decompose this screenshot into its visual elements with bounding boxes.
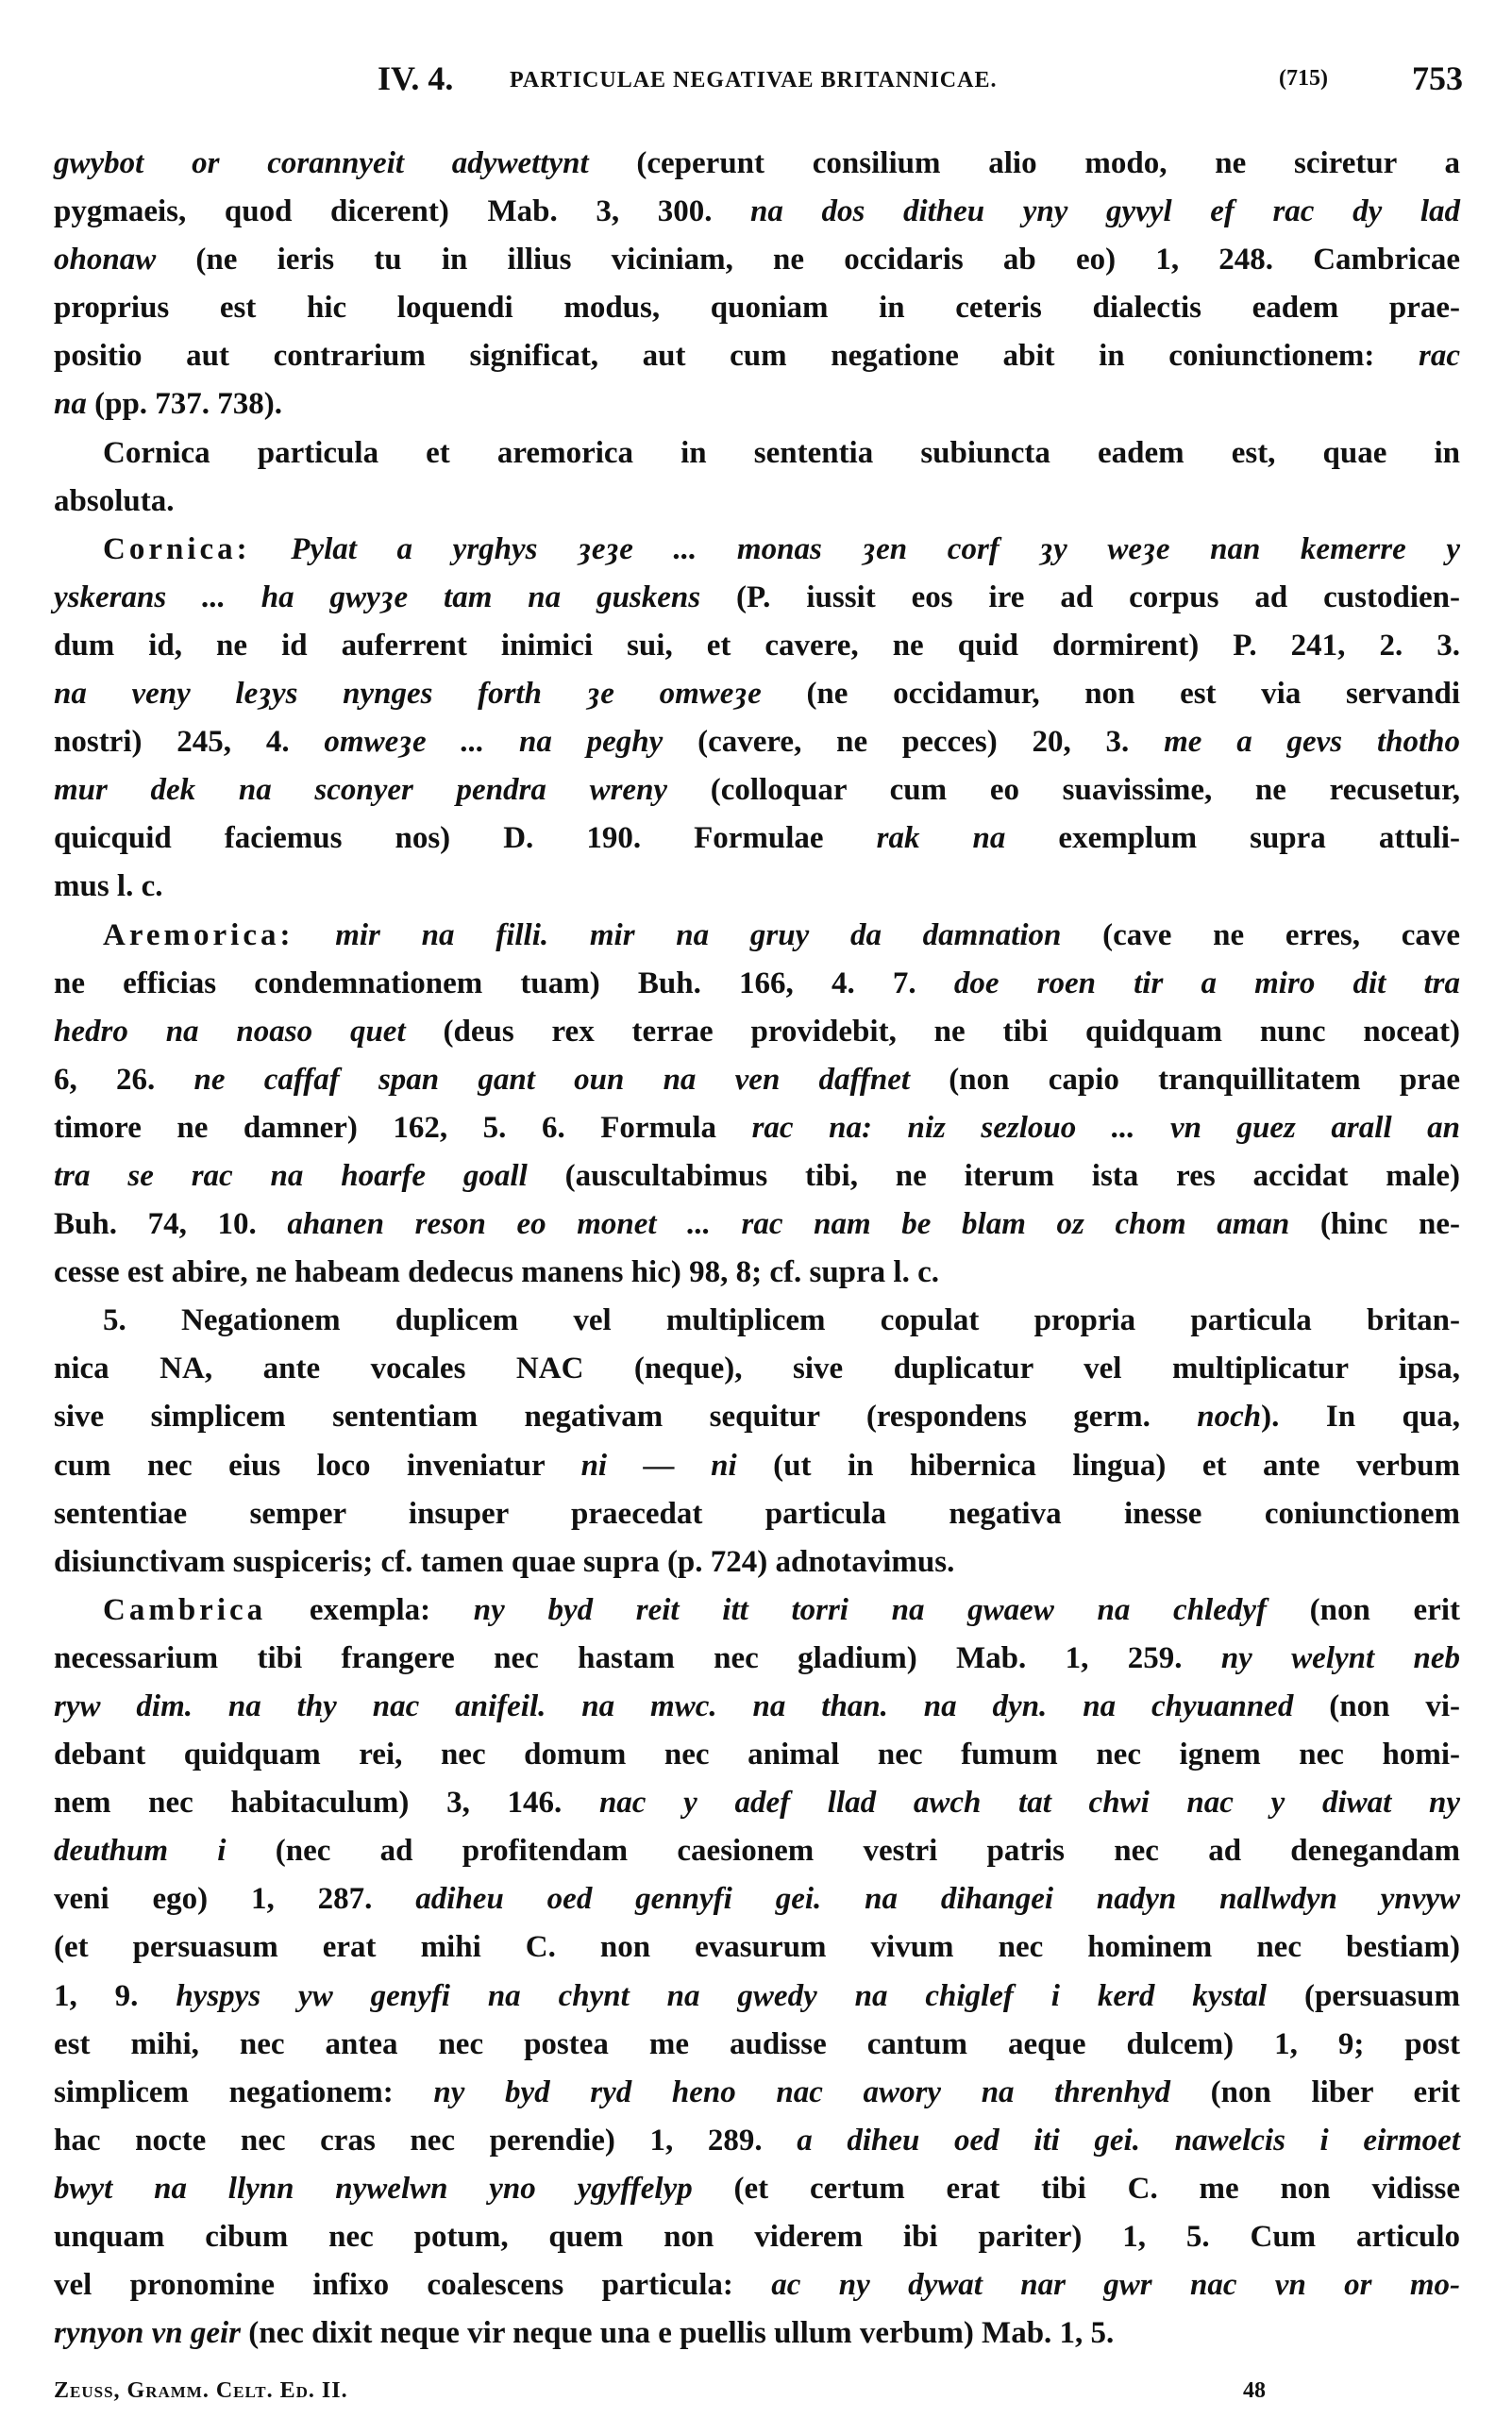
latin-text: (ut in hibernica lingua) et ante verbum	[736, 1448, 1461, 1483]
latin-text: (ne ieris tu in illius viciniam, ne occidaris ab eo) 1, 248. Cambricae	[156, 243, 1460, 277]
latin-text: (cavere, ne pecces) 20, 3.	[663, 725, 1165, 760]
latin-text: nostri) 245, 4.	[54, 725, 325, 760]
celtic-quotation: rynyon vn geir	[54, 2316, 241, 2351]
celtic-quotation: noch	[1197, 1400, 1262, 1435]
latin-text: dum id, ne id auferrent inimici sui, et cavere, ne quid dormirent) P. 241, 2. 3.	[54, 628, 1460, 663]
text-line	[54, 284, 1460, 332]
latin-text: Cornica particula et aremorica in sententia subiuncta eadem est, quae in	[103, 435, 1460, 470]
latin-text: (ceperunt consilium alio modo, ne sciretur a	[588, 146, 1460, 180]
latin-text: proprius est hic loquendi modus, quoniam in ceteris dialectis eadem prae-	[54, 291, 1460, 326]
latin-text: (non liber erit	[1170, 2074, 1460, 2109]
celtic-quotation: ac ny dywat nar gwr nac vn or mo-	[771, 2268, 1460, 2303]
latin-text: (et certum erat tibi C. me non vidisse	[692, 2171, 1460, 2206]
latin-text: (non erit	[1267, 1592, 1460, 1627]
celtic-quotation: rac na: niz sezlouo ... vn guez arall an	[751, 1110, 1460, 1145]
text-line	[54, 188, 1460, 236]
text-line	[54, 1442, 1460, 1490]
latin-text: veni ego) 1, 287.	[54, 1882, 416, 1917]
celtic-quotation: hyspys yw genyfi na chynt na gwedy na chiglef i kerd kystal	[176, 1978, 1268, 2013]
latin-text: unquam cibum nec potum, quem non viderem ibi pariter) 1, 5. Cum articulo	[54, 2220, 1460, 2255]
latin-text: debant quidquam rei, nec domum nec animal nec fumum nec ignem nec homi-	[54, 1738, 1460, 1772]
text-line	[54, 332, 1460, 380]
latin-text: quicquid faciemus nos) D. 190. Formulae	[54, 821, 877, 856]
text-line	[54, 2309, 1460, 2358]
section-number: IV. 4.	[378, 59, 454, 97]
latin-text	[251, 532, 292, 566]
latin-text: (nec ad profitendam caesionem vestri patris nec ad denegandam	[226, 1834, 1460, 1869]
celtic-quotation: a diheu oed iti gei. nawelcis i eirmoet	[797, 2123, 1460, 2158]
latin-text: necessarium tibi frangere nec hastam nec gladium) Mab. 1, 259.	[54, 1640, 1221, 1675]
latin-text: vel pronomine infixo coalescens particula:	[54, 2268, 772, 2303]
running-title: PARTICULAE NEGATIVAE BRITANNICAE.	[510, 68, 998, 92]
text-line	[54, 1635, 1460, 1683]
text-line	[54, 718, 1460, 766]
latin-text: (cave ne erres, cave	[1061, 917, 1460, 952]
latin-text: est mihi, nec antea nec postea me audisse cantum aeque dulcem) 1, 9; post	[54, 2026, 1460, 2061]
latin-text: disiunctivam suspiceris; cf. tamen quae supra (p. 724) adnotavimus.	[54, 1544, 955, 1579]
celtic-quotation: ne caffaf span gant oun na ven daffnet	[193, 1062, 911, 1097]
latin-text: exemplum supra attuli-	[1005, 821, 1461, 856]
latin-text: 6, 26.	[54, 1062, 194, 1097]
text-line	[54, 1779, 1460, 1827]
running-header	[378, 59, 1463, 106]
text-line	[54, 140, 1460, 188]
latin-text: cesse est abire, ne habeam dedecus manens hic) 98, 8; cf. supra l. c.	[54, 1255, 939, 1290]
text-line	[54, 478, 1460, 526]
celtic-quotation: mir na filli. mir na gruy da damnation	[335, 917, 1062, 952]
celtic-quotation: me a gevs thotho	[1164, 725, 1460, 760]
text-line	[54, 1923, 1460, 1972]
text-line	[54, 1201, 1460, 1249]
text-line	[54, 814, 1460, 863]
celtic-quotation: ny byd ryd heno nac awory na threnhyd	[433, 2074, 1171, 2109]
text-line	[54, 863, 1460, 911]
latin-text: (hinc ne-	[1289, 1207, 1461, 1242]
sheet-number: 48	[1243, 2378, 1266, 2403]
dialect-label: Aremorica:	[103, 917, 294, 952]
latin-text: absoluta.	[54, 483, 175, 518]
text-line	[54, 1249, 1460, 1297]
text-line	[54, 1297, 1460, 1345]
text-line	[54, 380, 1460, 428]
latin-text: (pp. 737. 738).	[86, 387, 283, 422]
text-line	[54, 1538, 1460, 1587]
latin-text: (deus rex terrae providebit, ne tibi quidquam nunc noceat)	[405, 1014, 1461, 1049]
celtic-quotation: nac y adef llad awch tat chwi nac y diwat ny	[598, 1786, 1460, 1821]
celtic-quotation: Pylat a yrghys ȝeȝe ... monas ȝen corf ȝy weȝe nan kemerre y	[291, 531, 1461, 566]
latin-text: ). In qua,	[1261, 1400, 1460, 1435]
latin-text: (non vi-	[1293, 1689, 1460, 1723]
celtic-quotation: na veny leȝys nynges forth ȝe omweȝe	[54, 677, 762, 712]
text-line	[54, 2261, 1460, 2309]
celtic-quotation: ny welynt neb	[1220, 1640, 1461, 1675]
celtic-quotation: yskerans ... ha gwyȝe tam na guskens	[54, 579, 701, 614]
celtic-quotation: ryw dim. na thy nac anifeil. na mwc. na than. na dyn. na chyuanned	[54, 1689, 1294, 1723]
latin-text: 5. Negationem duplicem vel multiplicem copulat propria particula britan-	[103, 1303, 1460, 1338]
text-line	[54, 526, 1460, 574]
latin-text	[294, 918, 335, 952]
text-line	[54, 1875, 1460, 1923]
latin-text: sententiae semper insuper praecedat particula negativa inesse coniunctionem	[54, 1496, 1460, 1531]
text-line	[54, 670, 1460, 718]
celtic-quotation: tra se rac na hoarfe goall	[54, 1158, 528, 1193]
latin-text: (nec dixit neque vir neque una e puellis ullum verbum) Mab. 1, 5.	[241, 2316, 1115, 2351]
latin-text: pygmaeis, quod dicerent) Mab. 3, 300.	[54, 194, 751, 229]
latin-text: (colloquar cum eo suavissime, ne recusetur,	[667, 773, 1461, 808]
latin-text: hac nocte nec cras nec perendie) 1, 289.	[54, 2123, 798, 2158]
latin-text: timore ne damner) 162, 5. 6. Formula	[54, 1110, 752, 1145]
text-line	[54, 766, 1460, 814]
page-body-text	[54, 140, 1460, 2358]
latin-text: (auscultabimus tibi, ne iterum ista res accidat male)	[527, 1158, 1460, 1193]
celtic-quotation: ni — ni	[580, 1448, 737, 1483]
celtic-quotation: rak na	[876, 821, 1006, 856]
latin-text: sive simplicem sententiam negativam sequitur (respondens germ.	[54, 1400, 1198, 1435]
latin-text: cum nec eius loco inveniatur	[54, 1448, 581, 1483]
original-page-number: (715)	[1279, 66, 1328, 91]
latin-text: mus l. c.	[54, 869, 163, 904]
celtic-quotation: na	[54, 387, 87, 422]
celtic-quotation: na dos ditheu yny gyvyl ef rac dy lad	[750, 194, 1460, 229]
celtic-quotation: rac	[1419, 339, 1460, 374]
latin-text: positio aut contrarium significat, aut cum negatione abit in coniunctionem:	[54, 339, 1419, 374]
latin-text: nem nec habitaculum) 3, 146.	[54, 1786, 599, 1821]
text-line	[54, 574, 1460, 622]
text-line	[54, 1827, 1460, 1875]
text-line	[54, 1490, 1460, 1538]
text-line	[54, 1393, 1460, 1441]
latin-text: Buh. 74, 10.	[54, 1207, 288, 1242]
latin-text: 1, 9.	[54, 1978, 176, 2013]
signature-line: Zeuss, Gramm. Celt. Ed. II.	[54, 2378, 348, 2403]
celtic-quotation: bwyt na llynn nywelwn yno ygyffelyp	[54, 2171, 693, 2206]
text-line	[54, 2117, 1460, 2165]
text-line	[54, 429, 1460, 478]
text-line	[54, 1008, 1460, 1056]
latin-text: ne efficias condemnationem tuam) Buh. 166, 4. 7.	[54, 966, 954, 1000]
celtic-quotation: gwybot or corannyeit adywettynt	[54, 146, 589, 180]
dialect-label: Cambrica	[103, 1592, 267, 1627]
latin-text: (P. iussit eos ire ad corpus ad custodien-	[700, 579, 1460, 614]
latin-text: (et persuasum erat mihi C. non evasurum vivum nec hominem nec bestiam)	[54, 1930, 1460, 1965]
text-line	[54, 2069, 1460, 2117]
text-line	[54, 1731, 1460, 1779]
page-number: 753	[1412, 59, 1463, 97]
text-line	[54, 2021, 1460, 2069]
text-line	[54, 960, 1460, 1008]
text-line	[54, 1683, 1460, 1731]
celtic-quotation: doe roen tir a miro dit tra	[953, 966, 1460, 1000]
text-line	[54, 1587, 1460, 1635]
latin-text: (persuasum	[1267, 1978, 1460, 2013]
text-line	[54, 1104, 1460, 1152]
text-line	[54, 912, 1460, 960]
celtic-quotation: ohonaw	[54, 243, 157, 277]
celtic-quotation: ny byd reit itt torri na gwaew na chledyf	[473, 1592, 1267, 1627]
celtic-quotation: adiheu oed gennyfi gei. na dihangei nadyn nallwdyn ynvyw	[415, 1882, 1461, 1917]
text-line	[54, 2165, 1460, 2213]
celtic-quotation: mur dek na sconyer pendra wreny	[54, 773, 668, 808]
text-line	[54, 622, 1460, 670]
celtic-quotation: hedro na noaso quet	[54, 1014, 406, 1049]
text-line	[54, 1056, 1460, 1104]
latin-text: (non capio tranquillitatem prae	[910, 1062, 1460, 1097]
text-line	[54, 236, 1460, 284]
text-line	[54, 1345, 1460, 1393]
latin-text: exempla:	[266, 1592, 474, 1627]
text-line	[54, 1152, 1460, 1201]
celtic-quotation: omweȝe ... na peghy	[324, 725, 664, 760]
dialect-label: Cornica:	[103, 531, 251, 566]
celtic-quotation: deuthum i	[54, 1834, 227, 1869]
latin-text: nica NA, ante vocales NAC (neque), sive duplicatur vel multiplicatur ipsa,	[54, 1352, 1460, 1386]
latin-text: simplicem negationem:	[54, 2074, 434, 2109]
text-line	[54, 1973, 1460, 2021]
celtic-quotation: ahanen reson eo monet ... rac nam be blam oz chom aman	[287, 1207, 1290, 1242]
text-line	[54, 2213, 1460, 2261]
latin-text: (ne occidamur, non est via servandi	[761, 677, 1460, 712]
